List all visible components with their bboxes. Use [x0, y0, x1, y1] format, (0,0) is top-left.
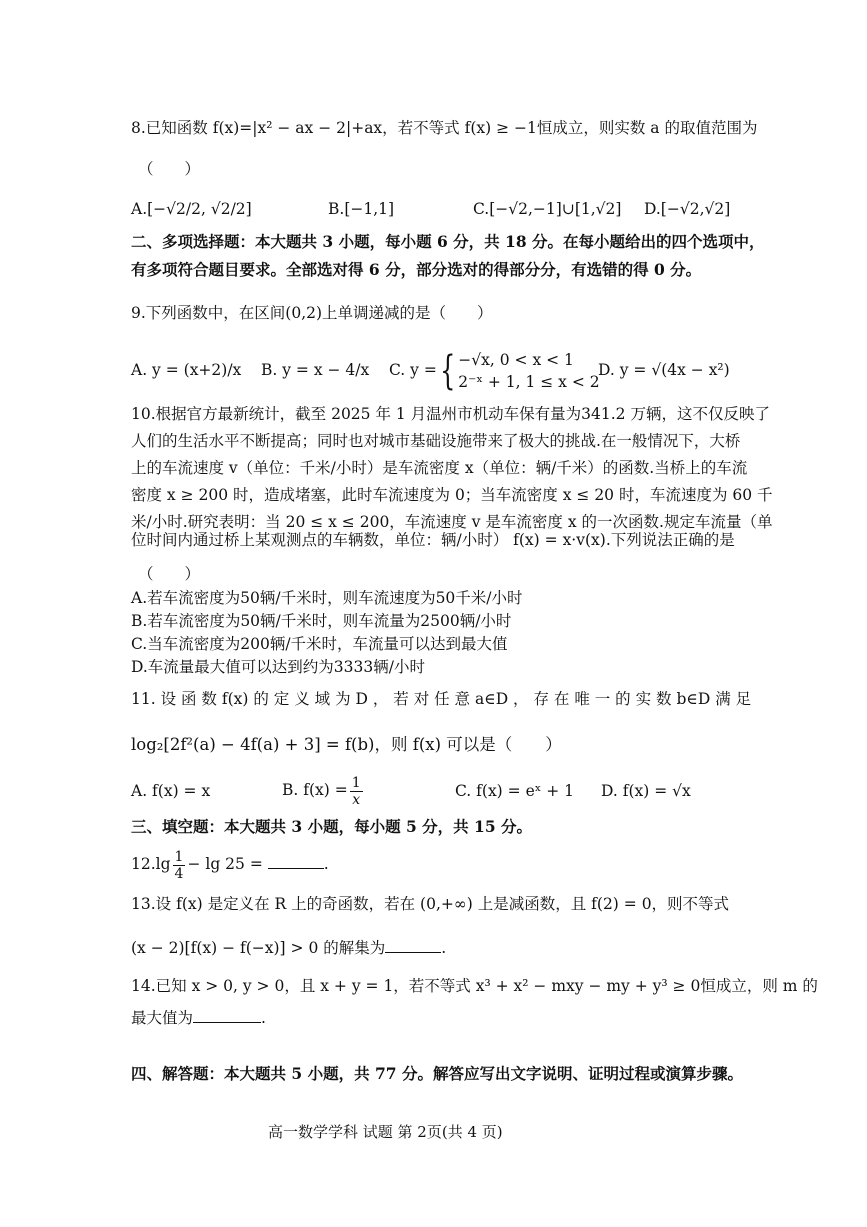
q10-line-4: 密度 x ≥ 200 时，造成堵塞，此时车流速度为 0；当车流密度 x ≤ 20 时，车流速度为 60 千 [131, 486, 773, 504]
q8-stem: 8.已知函数 f(x)=|x² − ax − 2|+ax，若不等式 f(x) ≥ −1恒成立，则实数 a 的取值范围为 [131, 119, 758, 137]
q12-fraction [173, 849, 186, 882]
q10-line-6: 位时间内通过桥上某观测点的车辆数，单位：辆/小时） f(x) = x·v(x).下列说法正确的是 [131, 531, 735, 549]
q10-option-d: D.车流量最大值可以达到约为3333辆/小时 [131, 658, 425, 676]
q9-case-2: 2⁻ˣ + 1, 1 ≤ x < 2 [458, 373, 600, 391]
q8-option-c: C.[−√2,−1]∪[1,√2] [473, 200, 622, 218]
q13-period: . [441, 939, 447, 957]
q9-piecewise [458, 349, 599, 393]
q14-answer-blank[interactable] [193, 1008, 261, 1023]
q12 [131, 844, 329, 884]
q12-denominator: 4 [174, 865, 184, 882]
q11-option-b-prefix: B. f(x) = [282, 781, 348, 799]
q12-numerator: 1 [174, 848, 184, 865]
q8-option-a: A.[−√2/2, √2/2] [131, 200, 252, 218]
q11-line-1: 11. 设 函 数 f(x) 的 定 义 域 为 D ， 若 对 任 意 a∈D ， 存 在 唯 一 的 实 数 b∈D 满 足 [131, 690, 752, 708]
q9-option-d: D. y = √(4x − x²) [598, 361, 730, 379]
q13-line-2 [131, 937, 446, 959]
q12-prefix: 12.lg [131, 855, 171, 873]
q10-line-3: 上的车流速度 v（单位：千米/小时）是车流密度 x（单位：辆/千米）的函数.当桥上的车流 [131, 459, 748, 477]
section-2-heading: 二、多项选择题：本大题共 3 小题，每小题 6 分，共 18 分。在每小题给出的四个选项中， [131, 232, 765, 251]
q14-line-2 [131, 1007, 266, 1029]
q13-line-1: 13.设 f(x) 是定义在 R 上的奇函数，若在 (0,+∞) 上是减函数，且 f(2) = 0，则不等式 [131, 895, 730, 913]
q9-option-a: A. y = (x+2)/x [131, 361, 242, 379]
q12-expression: − lg 25 = [187, 855, 263, 873]
q10-answer-paren: （ ） [138, 565, 201, 583]
section-3-heading: 三、填空题：本大题共 3 小题，每小题 5 分，共 15 分。 [131, 817, 533, 836]
q10-option-a: A.若车流密度为50辆/千米时，则车流速度为50千米/小时 [131, 589, 523, 607]
q11-option-d: D. f(x) = √x [601, 782, 691, 800]
q11-option-b-denominator: x [352, 791, 361, 808]
q9-option-c-label: C. y = [389, 361, 437, 379]
q8-option-d: D.[−√2,√2] [644, 200, 731, 218]
q10-option-b: B.若车流密度为50辆/千米时，则车流量为2500辆/小时 [131, 612, 512, 630]
section-4-heading: 四、解答题：本大题共 5 小题，共 77 分。解答应写出文字说明、证明过程或演算步骤。 [131, 1064, 743, 1083]
q14-period: . [261, 1009, 266, 1027]
q11-option-b [282, 768, 365, 812]
q8-answer-paren: （ ） [138, 160, 201, 178]
q14-prompt: 最大值为 [131, 1009, 194, 1027]
q11-option-b-numerator: 1 [351, 774, 361, 791]
q12-period: . [323, 855, 329, 873]
q9-option-b: B. y = x − 4/x [261, 361, 370, 379]
q8-option-b: B.[−1,1] [328, 200, 395, 218]
q11-line-2: log₂[2f²(a) − 4f(a) + 3] = f(b)，则 f(x) 可以是（ ） [131, 735, 562, 754]
q12-answer-blank[interactable] [268, 854, 324, 869]
q13-answer-blank[interactable] [385, 938, 441, 953]
q9-option-c [389, 346, 600, 394]
q9-case-1: −√x, 0 < x < 1 [458, 351, 574, 369]
q10-line-1: 10.根据官方最新统计，截至 2025 年 1 月温州市机动车保有量为341.2 万辆，这不仅反映了 [131, 405, 770, 423]
page-footer: 高一数学学科 试题 第 2页(共 4 页) [268, 1123, 503, 1141]
section-2-rules: 有多项符合题目要求。全部选对得 6 分，部分选对的得部分分，有选错的得 0 分。 [131, 260, 702, 279]
q9-stem: 9.下列函数中，在区间(0,2)上单调递减的是（ ） [131, 304, 493, 322]
q10-line-2: 人们的生活水平不断提高；同时也对城市基础设施带来了极大的挑战.在一般情况下，大桥 [131, 432, 741, 450]
q11-option-b-fraction [350, 775, 363, 808]
q10-option-c: C.当车流密度为200辆/千米时，车流量可以达到最大值 [131, 635, 508, 653]
q11-option-c: C. f(x) = eˣ + 1 [455, 782, 575, 800]
q14-line-1: 14.已知 x > 0, y > 0，且 x + y = 1，若不等式 x³ + x² − mxy − my + y³ ≥ 0恒成立，则 m 的 [131, 977, 818, 995]
q13-inequality: (x − 2)[f(x) − f(−x)] > 0 的解集为 [131, 939, 386, 957]
q11-option-a: A. f(x) = x [131, 782, 211, 800]
q9-brace: { [439, 348, 456, 394]
q10-line-5: 米/小时.研究表明：当 20 ≤ x ≤ 200，车流速度 v 是车流密度 x 的一次函数.规定车流量（单 [131, 513, 773, 531]
